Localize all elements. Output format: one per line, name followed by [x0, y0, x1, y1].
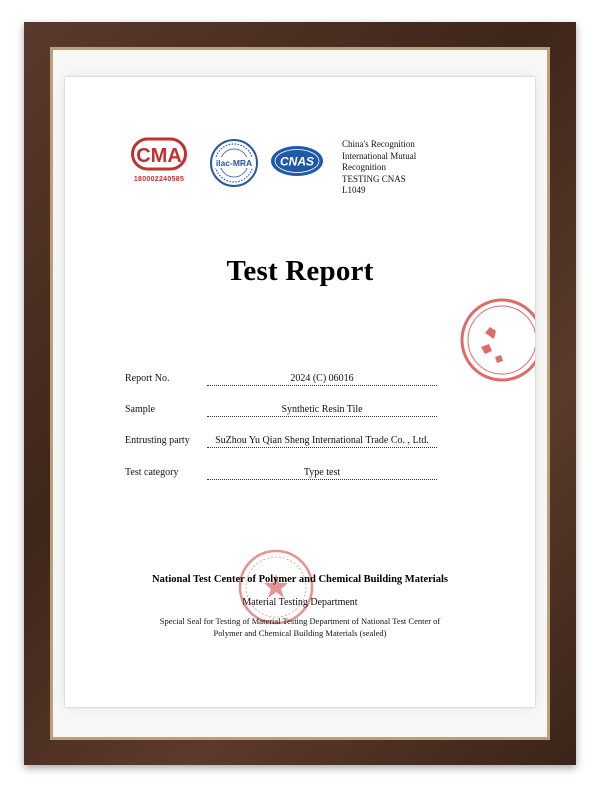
field-label-report-no: Report No.	[125, 373, 170, 384]
cnas-logo-text: CNAS	[279, 154, 315, 169]
seal-note	[120, 615, 480, 639]
field-label-entrusting-party: Entrusting party	[125, 435, 190, 446]
field-value-test-category: Type test	[207, 467, 437, 480]
report-title: Test Report	[226, 255, 374, 287]
accreditation-line: Recognition	[342, 162, 386, 172]
accreditation-line: L1049	[342, 185, 366, 195]
accreditation-text	[342, 139, 462, 197]
accreditation-line: International Mutual	[342, 150, 417, 161]
field-label-sample: Sample	[125, 404, 155, 415]
ilac-logo-text: ilac-MRA	[215, 158, 253, 168]
field-label-test-category: Test category	[125, 467, 179, 478]
accreditation-line: TESTING CNAS	[342, 173, 406, 184]
field-value-sample: Synthetic Resin Tile	[207, 404, 437, 417]
cma-logo-text: CMA	[136, 145, 182, 167]
department-name: Material Testing Department	[242, 597, 358, 608]
cma-logo-icon	[131, 135, 187, 177]
organization-name: National Test Center of Polymer and Chemical Building Materials	[152, 574, 448, 585]
partial-red-seal-icon	[457, 295, 535, 385]
cma-number: 180002240585	[133, 176, 185, 183]
certificate-paper	[65, 77, 535, 707]
seal-note-line: Polymer and Chemical Building Materials (sealed)	[213, 628, 387, 638]
cnas-logo-icon	[269, 144, 325, 178]
accreditation-line: China's Recognition	[342, 139, 415, 149]
seal-note-line: Special Seal for Testing of Material Testing Department of National Test Center of	[159, 616, 441, 626]
field-value-report-no: 2024 (C) 06016	[207, 373, 437, 386]
ilac-mra-logo-icon	[209, 138, 259, 188]
field-value-entrusting-party: SuZhou Yu Qian Sheng International Trade Co. , Ltd.	[207, 435, 437, 448]
